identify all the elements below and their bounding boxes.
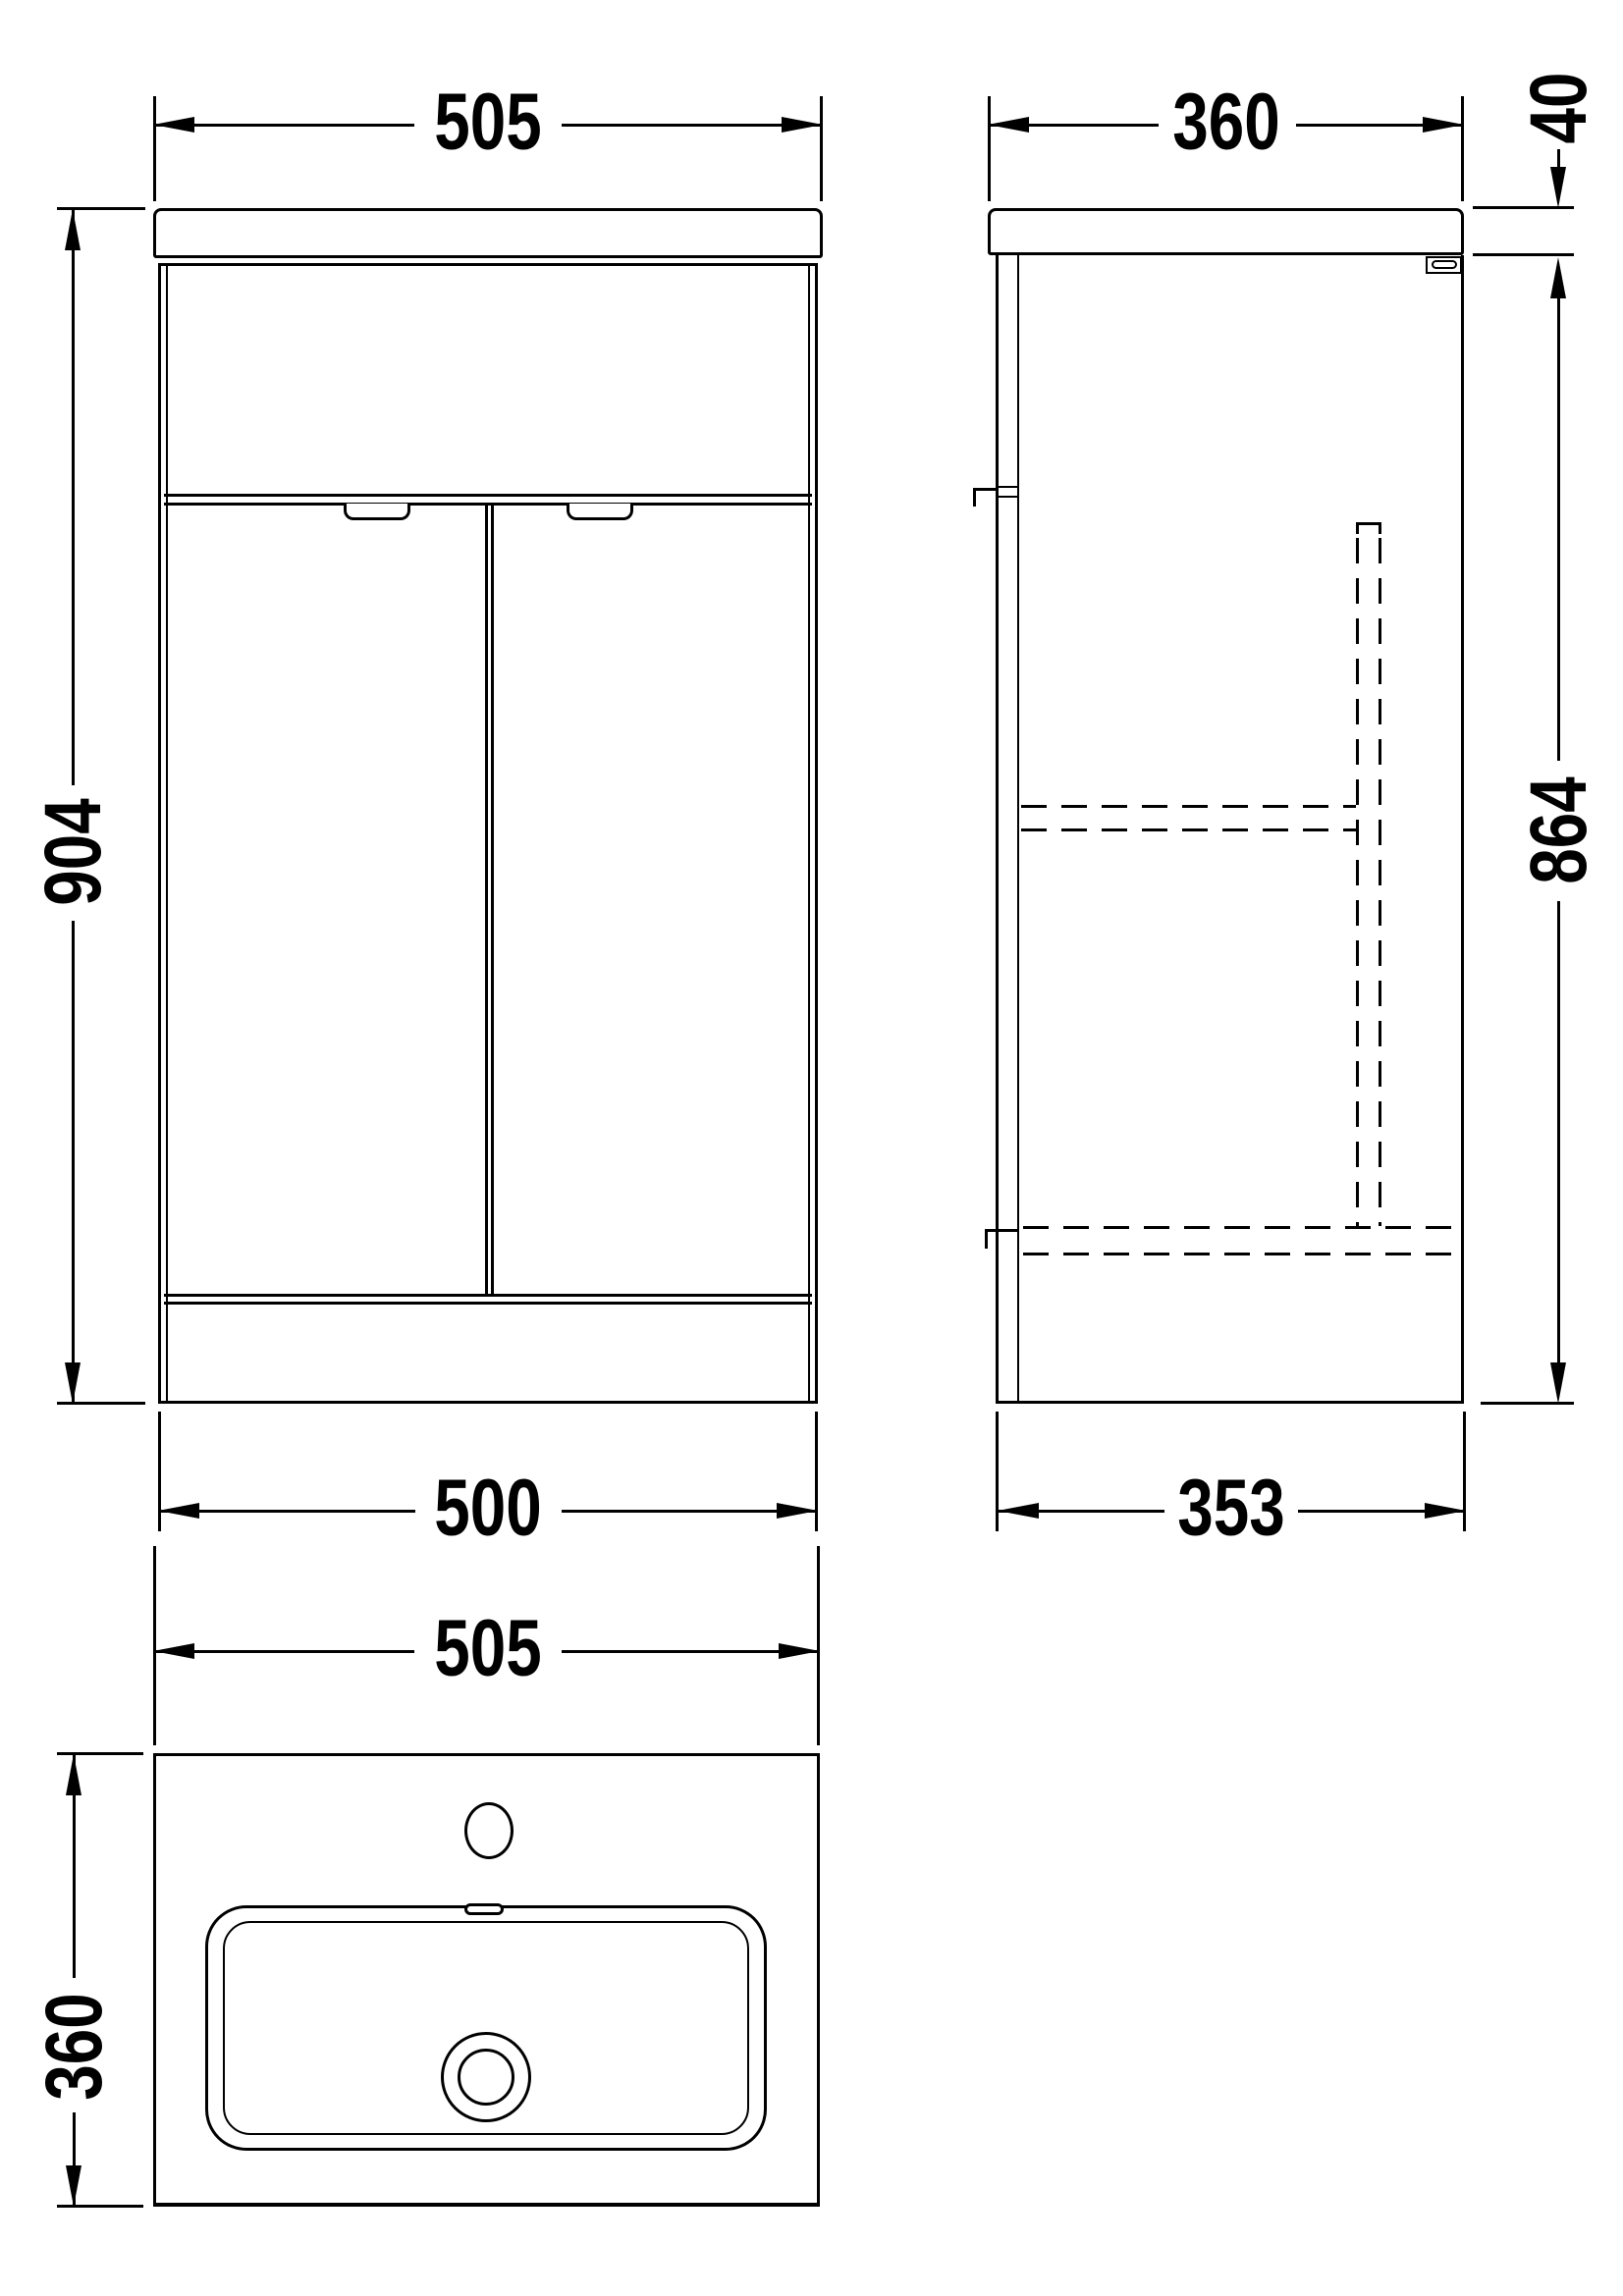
side-bottom-edge [996,1401,1464,1404]
side-pipe-cap-stub-right [1379,522,1381,534]
front-door-divider-right-line [491,506,494,1294]
side-body-height-label: 864 [1519,772,1599,888]
side-dim864-line-lower [1557,901,1560,1364]
front-dim904-line-upper [72,210,75,785]
side-dim360-arrow-right [1423,117,1464,133]
front-dim904-arrow-down [65,1362,81,1404]
side-panel-seam-upper [996,486,1019,488]
front-dim505-extension-left [153,96,156,201]
side-dim353-arrow-left [998,1503,1039,1519]
side-depth-top-label: 360 [1167,82,1284,163]
front-cabinet-inner-line-left [166,266,168,1401]
side-dim40-arrow-down [1550,167,1566,208]
front-dim505-arrow-left [153,117,194,133]
side-dim864-line-upper [1557,296,1560,761]
front-width-top-label: 505 [429,82,546,163]
side-panel-seam-lower [996,496,1019,498]
side-worktop-height-label: 40 [1519,68,1599,149]
side-wall-bracket-slot [1432,260,1457,269]
front-dim505-arrow-right [782,117,823,133]
side-depth-bottom-label: 353 [1172,1468,1289,1549]
side-door-bottom-step-v [985,1229,988,1249]
front-door-bottom-line [164,1294,812,1297]
plan-dim360-arrow-up [66,1754,81,1795]
front-door-divider-left-line [485,506,488,1294]
plan-tap-hole [464,1802,514,1859]
front-dim500-arrow-right [777,1503,818,1519]
side-pipe-hidden-line-right [1379,538,1381,1226]
front-dim500-arrow-left [158,1503,199,1519]
plan-width-label: 505 [429,1609,546,1689]
side-bottom-panel-hidden-line-top [1023,1226,1461,1229]
front-right-door-handle [567,504,633,520]
front-dim904-line-lower [72,921,75,1404]
front-cabinet-outline [158,263,818,1404]
side-dim40-tick-bottom [1473,253,1574,256]
front-plinth-top-line [164,1302,812,1305]
side-back-edge [1461,255,1464,1404]
side-pipe-hidden-line-left [1356,538,1359,1226]
front-cabinet-inner-line-right [808,266,810,1401]
front-worktop [153,208,823,258]
side-dim40-tick-top [1473,206,1574,209]
side-dim353-arrow-right [1425,1503,1466,1519]
side-shelf-hidden-line-bottom [1021,828,1356,831]
side-handle-profile-top [973,488,999,491]
front-width-bottom-label: 500 [429,1468,546,1549]
plan-dim505-arrow-right [779,1643,820,1659]
side-dim864-arrow-up [1550,257,1566,298]
front-panel-seam-upper [164,494,812,497]
plan-dim360-arrow-down [66,2165,81,2207]
side-dim40-line-upper [1557,149,1560,169]
side-dim360-arrow-left [988,117,1029,133]
front-dim904-arrow-up [65,209,81,250]
side-door-bottom-step-h [985,1229,1019,1232]
side-dim360-extension-left [988,96,991,201]
side-shelf-hidden-line-top [1021,805,1356,808]
plan-drain-inner-circle [458,2049,514,2106]
front-dim505-extension-right [820,96,823,201]
front-left-door-handle [344,504,410,520]
front-height-label: 904 [33,793,114,910]
side-worktop [988,208,1464,255]
side-handle-profile-drop [973,488,976,507]
side-dim864-arrow-down [1550,1362,1566,1404]
side-bottom-panel-hidden-line-bottom [1023,1253,1461,1255]
plan-dim505-arrow-left [153,1643,194,1659]
plan-overflow-slot [464,1903,504,1915]
side-dim864-tick-bottom [1481,1402,1574,1405]
plan-depth-label: 360 [34,1988,115,2105]
side-pipe-cap-stub-left [1356,522,1359,534]
front-door-top-line [164,503,812,506]
side-dim360-extension-right [1461,96,1464,201]
